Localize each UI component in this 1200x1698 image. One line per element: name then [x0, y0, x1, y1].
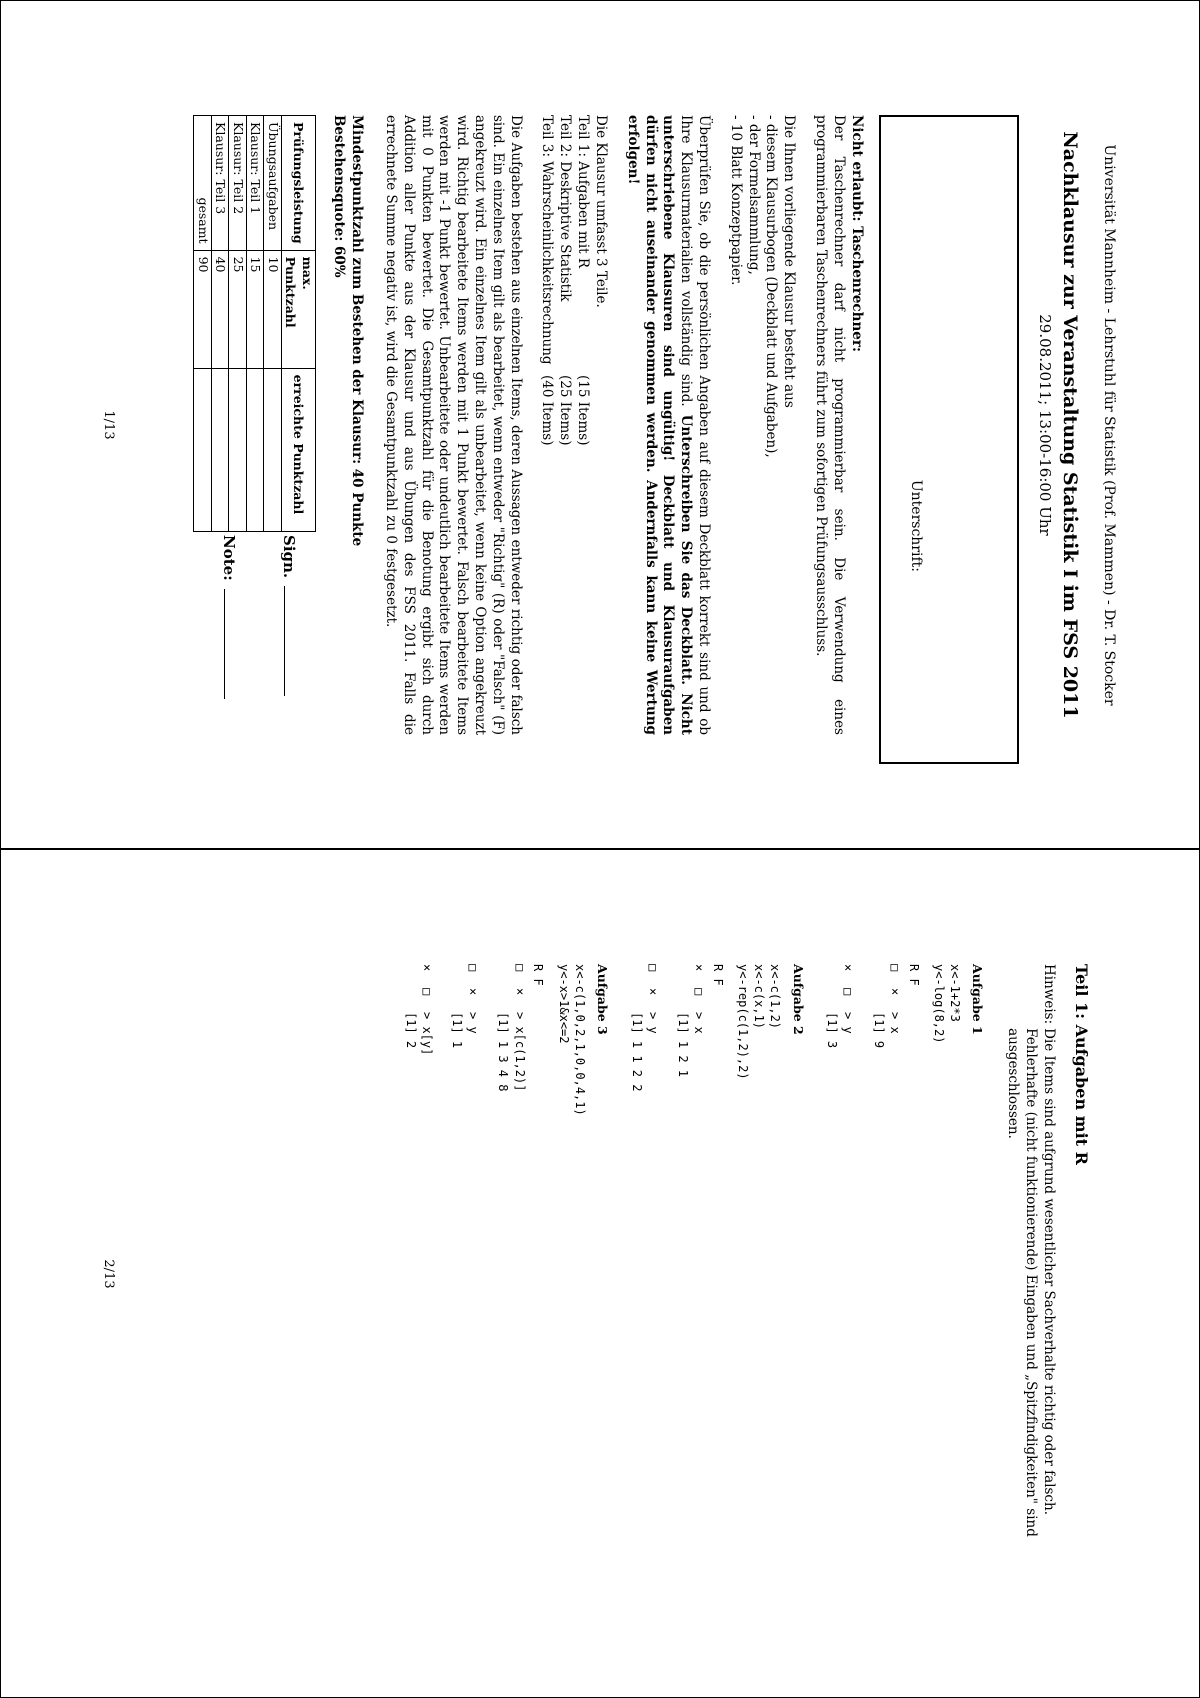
calculator-section [811, 115, 864, 735]
materials-section [726, 115, 797, 735]
task-code: x<-c(1,2) x<-c(x,1) y<-rep(c(1,2),2) [736, 963, 783, 1080]
minimum-points: Mindestpunktzahl zum Bestehen der Klausur: 40 Punkte [349, 114, 366, 546]
part-row [538, 115, 556, 735]
r-checkbox[interactable]: × [841, 963, 856, 971]
part-items: (25 Items) [557, 374, 574, 445]
page-header: Universität Mannheim - Lehrstuhl für Statistik (Prof. Mammen) - Dr. T. Stocker [1101, 143, 1117, 706]
task-title: Aufgabe 2 [791, 963, 806, 1035]
table-cell: Übungsaufgaben [264, 115, 282, 250]
table-cell: gesamt [194, 115, 212, 250]
table-cell: 25 [229, 250, 247, 368]
task-code: x<-1+2*3 y<-log(8,2) [931, 963, 962, 1043]
r-checkbox[interactable]: □ [512, 963, 527, 971]
rf-header: R F [906, 963, 921, 986]
page-number: 2/13 [101, 1258, 117, 1289]
points-table-area [193, 115, 316, 735]
r-checkbox[interactable]: × [419, 963, 434, 971]
task-title: Aufgabe 1 [970, 963, 986, 1035]
rules-text: Die Aufgaben bestehen aus einzelnen Items, deren Aussagen entweder richtig oder falsch sind. Ein einzelnes Item gilt als bearbeitet, wenn entweder "Richtig" (R) oder "Falsch" (F) angekreuzt wird. Ein einzelnes Item gilt als unbearbeitet, wenn keine Option angekreuzt wird. Richtig bearbeitete Items werden mit 1 Punkt bewertet. Falsch bearbeitete Items werden mit -1 Punkt bewertet. Unbearbeitete oder undeutlich bearbeitete Items werden mit 0 Punkten bewertet. Die Gesamtpunktzahl für die Benotung ergibt sich durch Addition aller Punkte aus der Klausur und aus Übungen des FSS 2011. Falls die errechnete Summe negativ ist, wird die Gesamtpunktzahl zu 0 festgesetzt. [382, 114, 524, 735]
sign-line [284, 586, 285, 696]
table-cell: 40 [211, 250, 229, 368]
f-checkbox[interactable]: □ [692, 987, 707, 995]
sign-field [278, 535, 298, 696]
f-checkbox[interactable]: □ [841, 987, 856, 995]
rf-header: R F [531, 963, 546, 986]
grade-field [218, 535, 238, 699]
personal-data-box [879, 115, 1019, 764]
table-cell: 90 [194, 250, 212, 368]
part-name: Teil 1: Aufgaben mit R [575, 114, 592, 268]
points-entry-cell [211, 368, 229, 531]
table-header: Prüfungsleistung [281, 115, 315, 250]
task-code: x<-c(1,0,2,1,0,0,4,1) y<-x>1&x<=2 [556, 963, 587, 1116]
task-title: Aufgabe 3 [595, 963, 611, 1035]
f-checkbox[interactable]: × [645, 987, 660, 995]
item-statement: > y [1] 1 1 2 2 [629, 1011, 660, 1091]
part-row [573, 115, 591, 735]
f-checkbox[interactable]: × [512, 987, 527, 995]
table-row [211, 115, 229, 531]
hint [1003, 964, 1056, 1594]
part-items: (15 Items) [575, 374, 592, 445]
r-checkbox[interactable]: □ [466, 963, 481, 971]
task-item [824, 964, 856, 1594]
r-checkbox[interactable]: × [692, 963, 707, 971]
table-header: max. Punktzahl [281, 250, 315, 368]
points-entry-cell [264, 368, 282, 531]
table-header-row [281, 115, 315, 531]
calculator-text: Der Taschenrechner darf nicht programmierbar sein. Die Verwendung eines programmierbaren Taschenrechners führt zum sofortigen Prüfungsausschluss. [813, 114, 847, 735]
table-row [264, 115, 282, 531]
hint-text: Die Items sind aufgrund wesentlicher Sachverhalte richtig oder falsch. Fehlerhafte (nicht funktionierende) Eingaben und „Spitzfindigkeiten" sind ausgeschlossen. [1005, 1027, 1057, 1537]
item-statement: > x[c(1,2)] [1] 1 3 4 8 [496, 1011, 527, 1091]
check-text: Überprüfen Sie, ob die persönlichen Angaben auf diesem Deckblatt korrekt sind und ob Ihre Klausurmaterialien vollständig sind. [678, 114, 712, 735]
item-statement: > x [1] 1 2 1 [675, 1011, 707, 1077]
rf-header: R F [710, 963, 725, 986]
parts-intro: Die Klausur umfasst 3 Teile. [592, 114, 609, 308]
item-statement: > x[y] [1] 2 [403, 1011, 434, 1055]
pass-rate: Bestehensquote: 60% [331, 114, 348, 278]
points-entry-cell [229, 368, 247, 531]
item-statement: > y [1] 1 [450, 1011, 481, 1048]
check-bold-text: Unterschreiben Sie das Deckblatt. Nicht unterschriebene Klausuren sind ungültig! Deckblatt und Klausuraufgaben dürfen nicht auseinander genommen werden. Andernfalls kann keine Wertung erfolgen! [624, 114, 695, 735]
table-cell: 15 [246, 250, 264, 368]
points-table [193, 115, 316, 532]
sheet-page-2 [0, 849, 1200, 1698]
page-number: 1/13 [101, 409, 117, 440]
signature-label: Unterschrift: [908, 479, 925, 572]
r-checkbox[interactable]: □ [645, 963, 660, 971]
note-label: Note: [219, 534, 238, 581]
table-cell: Klausur: Teil 3 [211, 115, 229, 250]
part-name: Teil 3: Wahrscheinlichkeitsrechnung [539, 114, 556, 365]
table-cell: Klausur: Teil 2 [229, 115, 247, 250]
table-header: erreichte Punktzahl [281, 368, 315, 531]
check-section [623, 115, 712, 735]
part-items: (40 Items) [539, 374, 556, 445]
calculator-heading: Nicht erlaubt: Taschenrechner: [848, 114, 865, 352]
table-cell: 10 [264, 250, 282, 368]
task-item [495, 964, 527, 1594]
part-title: Teil 1: Aufgaben mit R [1072, 963, 1091, 1165]
f-checkbox[interactable]: × [466, 987, 481, 995]
f-checkbox[interactable]: × [887, 987, 902, 995]
task-item [870, 964, 902, 1594]
materials-item: - der Formelsammlung, [745, 114, 762, 275]
points-entry-cell [246, 368, 264, 531]
task-item [403, 964, 435, 1594]
task-item [449, 964, 481, 1594]
note-line [224, 588, 225, 698]
table-row [229, 115, 247, 531]
r-checkbox[interactable]: □ [887, 963, 902, 971]
materials-item: - diesem Klausurbogen (Deckblatt und Aufgaben), [763, 114, 780, 458]
exam-date: 29.08.2011; 13:00-16:00 Uhr [1036, 313, 1055, 536]
points-entry-cell [194, 368, 212, 531]
materials-intro: Die Ihnen vorliegende Klausur besteht aus [781, 114, 798, 408]
table-row-total [194, 115, 212, 531]
table-cell: Klausur: Teil 1 [246, 115, 264, 250]
task-item [675, 964, 707, 1594]
parts-section [538, 115, 609, 735]
part-name: Teil 2: Deskriptive Statistik [557, 114, 574, 302]
item-statement: > x [1] 9 [871, 1011, 902, 1048]
page-2 [30, 884, 1170, 1664]
materials-item: - 10 Blatt Konzeptpapier. [727, 114, 744, 285]
table-row [246, 115, 264, 531]
part-row [555, 115, 573, 735]
exam-title: Nachklausur zur Veranstaltung Statistik I im FSS 2011 [1058, 130, 1081, 719]
task-item [628, 964, 660, 1594]
sign-label: Sign. [279, 534, 298, 578]
item-statement: > y [1] 3 [825, 1011, 856, 1048]
page-1 [30, 35, 1170, 815]
f-checkbox[interactable]: □ [419, 987, 434, 995]
hint-label: Hinweis: [1040, 963, 1057, 1024]
